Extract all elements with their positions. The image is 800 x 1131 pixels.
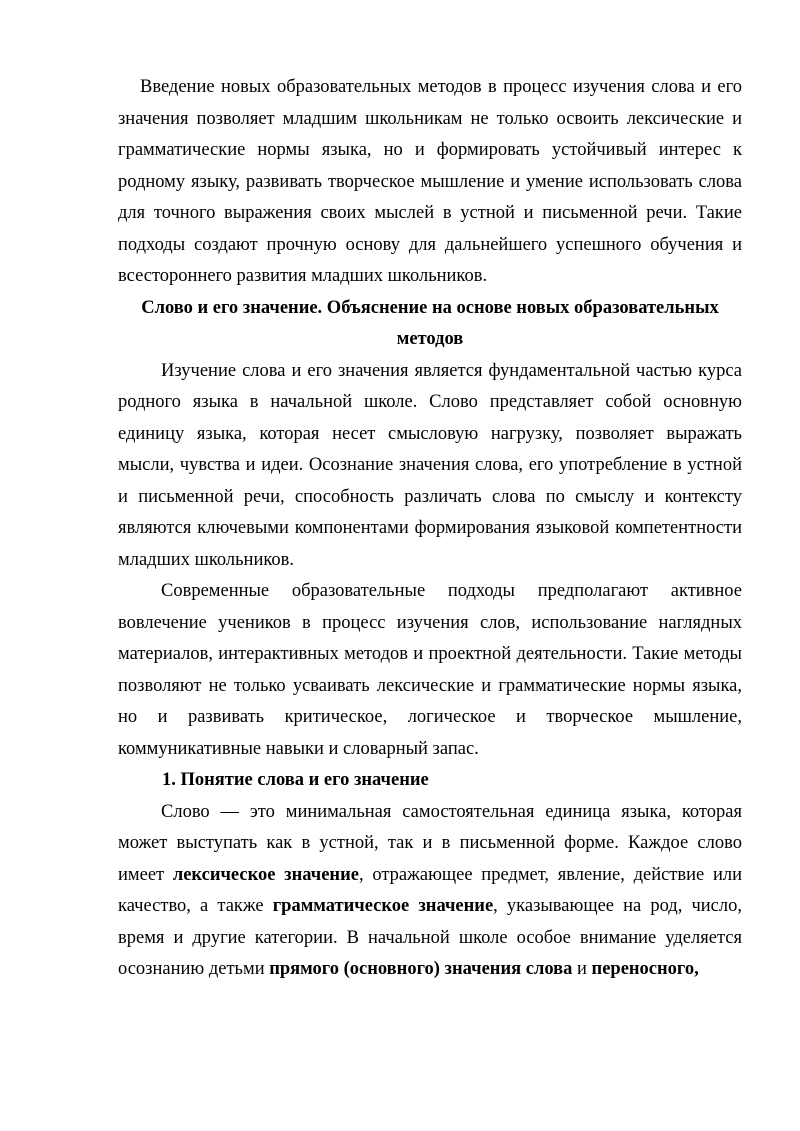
text-run: Слово — это минимальная самостоятельная единица языка, которая может выступать как в устной, так и в письменной форме. Каждое слово имеет [118,801,742,885]
text-run: , отражающее предмет, явление, действие или качество, а также [118,864,742,916]
body-paragraph-modern-approaches: Современные образовательные подходы предполагают активное вовлечение учеников в процесс изучения слов, использование наглядных материалов, интерактивных методов и проектной деятельности. Такие методы позволяют не только усваивать лексические и грамматические нормы языка, но и развивать критическое, логическое и творческое мышление, коммуникативные навыки и словарный запас. [118,581,742,759]
body-paragraph-word-study: Изучение слова и его значения является фундаментальной частью курса родного языка в начальной школе. Слово представляет собой основную единицу языка, которая несет смысловую нагрузку, позволяет выражать мысли, чувства и идеи. Осознание значения слова, его употребление в устной и письменной речи, способность различать слова по смыслу и контексту являются ключевыми компонентами формирования языковой компетентности младших школьников. [118,360,742,570]
subsection-heading: 1. Понятие слова и его значение [162,770,429,790]
text-run: и [572,959,592,979]
intro-paragraph: Введение новых образовательных методов в процесс изучения слова и его значения позволяет младшим школьникам не только освоить лексические и грамматические нормы языка, но и формировать устойчивый интерес к родному языку, развивать творческое мышление и умение использовать слова для точного выражения своих мыслей в устной и письменной речи. Такие подходы создают прочную основу для дальнейшего успешного обучения и всестороннего развития младших школьников. [118,77,742,286]
bold-term-direct-meaning: прямого (основного) значения слова [269,959,573,979]
bold-term-grammatical-meaning: грамматическое значение [272,896,494,916]
bold-term-lexical-meaning: лексическое значение [172,864,359,885]
section-heading: Слово и его значение. Объяснение на основе новых образовательных методов [141,297,719,349]
document-body [118,72,742,986]
text-run: , указывающее на род, число, время и другие категории. В начальной школе особое внимание уделяется осознанию детьми [118,896,742,979]
bold-term-figurative: переносного, [591,959,699,979]
body-paragraph-word-concept [118,797,742,986]
